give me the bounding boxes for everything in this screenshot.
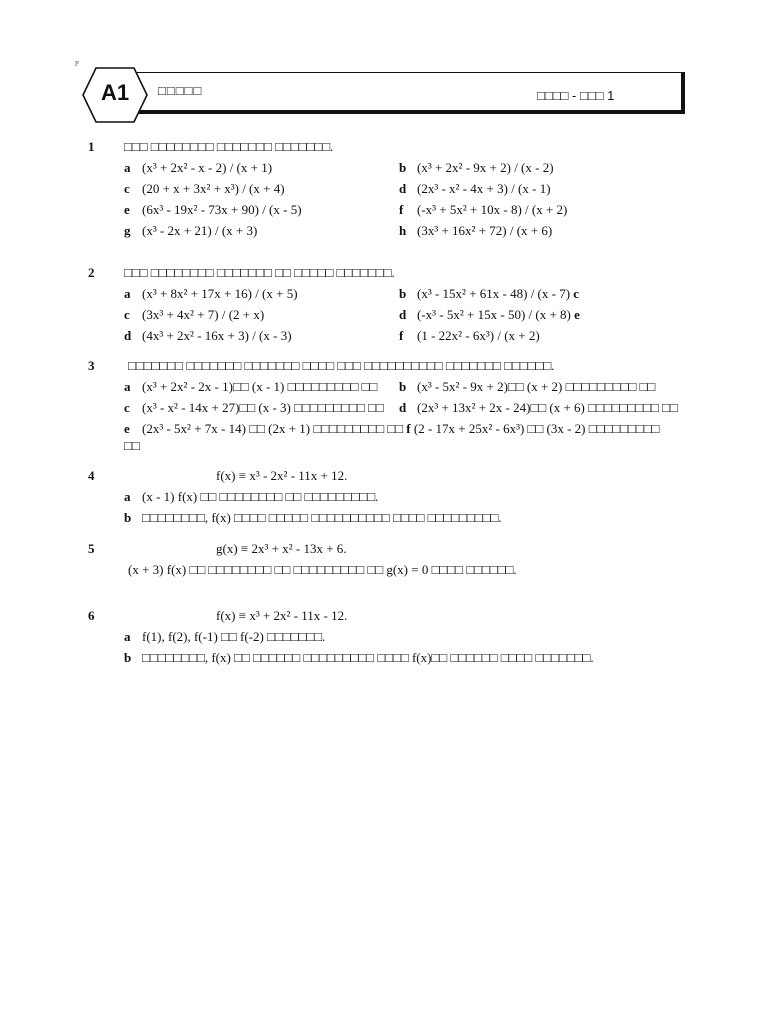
item-label: c xyxy=(124,400,130,415)
item-expression: (x³ - 2x + 21) / (x + 3) xyxy=(142,223,258,238)
item-label: e xyxy=(124,202,130,217)
item-expression: (x³ + 2x² - x - 2) / (x + 1) xyxy=(142,160,273,175)
question-number: 2 xyxy=(88,265,95,280)
item-label: f xyxy=(399,202,404,217)
list-item xyxy=(124,160,272,176)
list-item xyxy=(124,223,257,239)
item-text: □□□□□□□□, f(x) □□ □□□□□□ □□□□□□□□□ □□□□ f(x)□□ □□□□□□ □□□□ □□□□□□□. xyxy=(142,650,594,665)
item-label: e xyxy=(124,421,130,436)
item-label: f xyxy=(399,328,404,343)
item-expression: (2x³ - x² - 4x + 3) / (x - 1) xyxy=(417,181,551,196)
question-number: 3 xyxy=(88,358,95,373)
item-expression: (2 - 17x + 25x² - 6x³) □□ (3x - 2) □□□□□□□□□ xyxy=(413,421,660,436)
list-item xyxy=(124,307,264,323)
question-number: 4 xyxy=(88,468,95,483)
item-label: c xyxy=(124,181,130,196)
list-item xyxy=(124,202,302,218)
list-item xyxy=(124,379,377,395)
item-label: a xyxy=(124,629,131,644)
function-definition: g(x) ≡ 2x³ + x² - 13x + 6. xyxy=(216,541,347,556)
item-expression: □□ xyxy=(124,438,140,453)
item-label: b xyxy=(399,160,407,175)
list-item xyxy=(124,400,384,416)
question-text: □□□□□□□ □□□□□□□ □□□□□□□ □□□□ □□□ □□□□□□□□□□ □□□□□□□ □□□□□□. xyxy=(128,358,555,373)
list-item xyxy=(399,181,551,197)
question-text: (x + 3) f(x) □□ □□□□□□□□ □□ □□□□□□□□□ □□ g(x) = 0 □□□□ □□□□□□. xyxy=(128,562,517,577)
item-expression: (3x³ + 4x² + 7) / (2 + x) xyxy=(142,307,265,322)
item-expression: (x³ - 15x² + 61x - 48) / (x - 7) xyxy=(417,286,571,301)
item-label: b xyxy=(124,510,132,525)
question-text: □□□ □□□□□□□□ □□□□□□□ □□ □□□□□ □□□□□□□. xyxy=(124,265,395,280)
item-label: a xyxy=(124,379,131,394)
question-text: □□□ □□□□□□□□ □□□□□□□ □□□□□□□. xyxy=(124,139,334,154)
item-text: (x - 1) f(x) □□ □□□□□□□□ □□ □□□□□□□□□. xyxy=(142,489,379,504)
item-label: a xyxy=(124,286,131,301)
item-expression: (x³ - x² - 14x + 27)□□ (x - 3) □□□□□□□□□ □□ xyxy=(142,400,384,415)
exercise-label: □□□□ - □□□ 1 xyxy=(537,88,615,103)
item-expression: (2x³ + 13x² + 2x - 24)□□ (x + 6) □□□□□□□□□ □□ xyxy=(417,400,678,415)
unit-badge: A1 xyxy=(100,80,130,105)
trailing-label: c xyxy=(573,286,580,301)
item-expression: (6x³ - 19x² - 73x + 90) / (x - 5) xyxy=(142,202,302,217)
item-label: b xyxy=(399,379,407,394)
list-item xyxy=(124,510,502,526)
function-definition: f(x) ≡ x³ + 2x² - 11x - 12. xyxy=(216,608,348,623)
list-item xyxy=(399,223,552,239)
item-expression: (-x³ + 5x² + 10x - 8) / (x + 2) xyxy=(417,202,568,217)
list-item xyxy=(124,489,378,505)
item-label: d xyxy=(399,400,407,415)
item-label: f xyxy=(406,421,411,436)
item-label: a xyxy=(124,160,131,175)
question-number: 5 xyxy=(88,541,95,556)
page-title: □□□□□ xyxy=(158,83,203,98)
list-item xyxy=(399,160,554,176)
list-item-continuation xyxy=(124,438,140,454)
list-item xyxy=(399,286,579,302)
item-expression: (1 - 22x² - 6x³) / (x + 2) xyxy=(417,328,540,343)
list-item xyxy=(124,650,594,666)
item-label: d xyxy=(399,307,407,322)
list-item xyxy=(124,181,285,197)
item-label: b xyxy=(399,286,407,301)
item-expression: (20 + x + 3x² + x³) / (x + 4) xyxy=(142,181,285,196)
question-number: 6 xyxy=(88,608,95,623)
trailing-label: e xyxy=(574,307,580,322)
item-expression: (3x³ + 16x² + 72) / (x + 6) xyxy=(417,223,553,238)
item-expression: (x³ - 5x² - 9x + 2)□□ (x + 2) □□□□□□□□□ □□ xyxy=(417,379,656,394)
item-label: a xyxy=(124,489,131,504)
item-expression: (4x³ + 2x² - 16x + 3) / (x - 3) xyxy=(142,328,292,343)
item-label: g xyxy=(124,223,131,238)
list-item xyxy=(124,421,659,437)
item-label: h xyxy=(399,223,407,238)
item-expression: (2x³ - 5x² + 7x - 14) □□ (2x + 1) □□□□□□□□□ □□ xyxy=(142,421,404,436)
list-item xyxy=(399,202,567,218)
item-label: b xyxy=(124,650,132,665)
item-text: □□□□□□□□, f(x) □□□□ □□□□□ □□□□□□□□□□ □□□□ □□□□□□□□□. xyxy=(142,510,502,525)
function-definition: f(x) ≡ x³ - 2x² - 11x + 12. xyxy=(216,468,348,483)
item-expression: (x³ + 2x² - 2x - 1)□□ (x - 1) □□□□□□□□□ □□ xyxy=(142,379,378,394)
item-label: d xyxy=(399,181,407,196)
question-number: 1 xyxy=(88,139,95,154)
list-item xyxy=(399,400,678,416)
item-label: c xyxy=(124,307,130,322)
item-text: f(1), f(2), f(-1) □□ f(-2) □□□□□□□. xyxy=(142,629,326,644)
list-item xyxy=(124,629,325,645)
item-expression: (-x³ - 5x² + 15x - 50) / (x + 8) xyxy=(417,307,571,322)
list-item xyxy=(399,307,580,323)
item-expression: (x³ + 8x² + 17x + 16) / (x + 5) xyxy=(142,286,298,301)
item-expression: (x³ + 2x² - 9x + 2) / (x - 2) xyxy=(417,160,554,175)
list-item xyxy=(124,286,298,302)
list-item xyxy=(124,328,292,344)
item-label: d xyxy=(124,328,132,343)
list-item xyxy=(399,379,655,395)
corner-mark: P xyxy=(75,60,79,68)
list-item xyxy=(399,328,540,344)
